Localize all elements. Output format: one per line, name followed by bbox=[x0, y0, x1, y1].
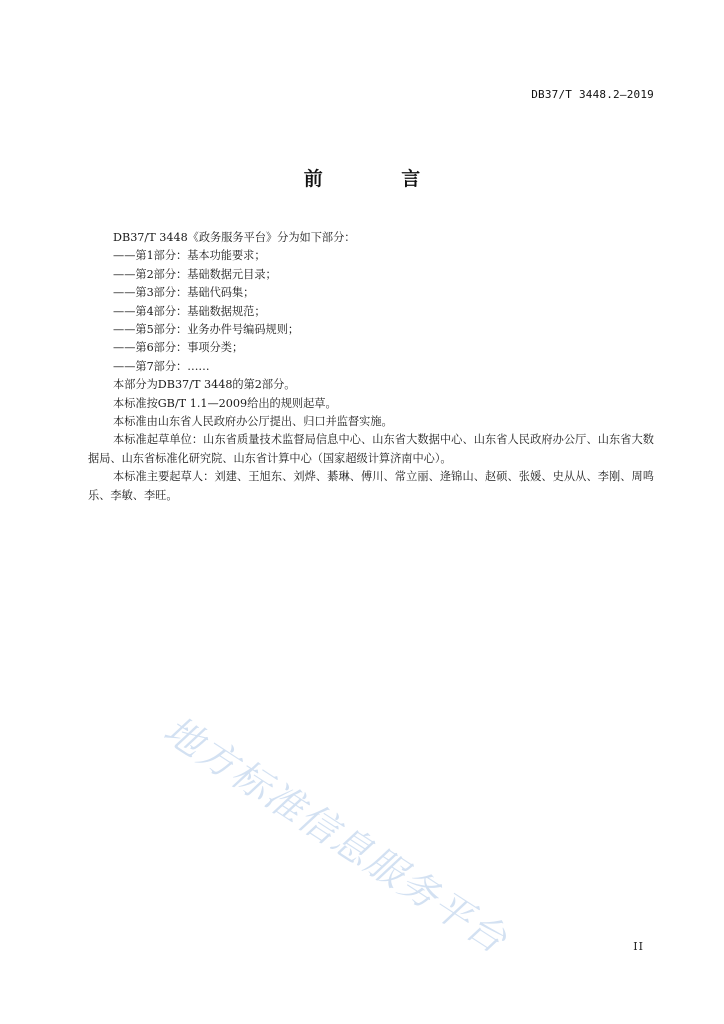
page-title: 前 言 bbox=[303, 168, 457, 190]
page-number: II bbox=[633, 940, 644, 953]
part-item: ——第7部分：…… bbox=[113, 359, 210, 373]
this-part-statement: 本部分为DB37/T 3448的第2部分。 bbox=[113, 378, 296, 392]
part-item: ——第6部分：事项分类； bbox=[113, 341, 244, 355]
drafting-rules-statement: 本标准按GB/T 1.1—2009给出的规则起草。 bbox=[113, 396, 337, 410]
drafting-units-paragraph: 本标准起草单位：山东省质量技术监督局信息中心、山东省大数据中心、山东省人民政府办公厅、山东省大数据局、山东省标准化研究院、山东省计算中心（国家超级计算济南中心）。 bbox=[88, 433, 654, 465]
intro-line: DB37/T 3448《政务服务平台》分为如下部分： bbox=[113, 231, 356, 244]
part-item: ——第5部分：业务办件号编码规则； bbox=[113, 323, 300, 337]
standard-code: DB37/T 3448.2—2019 bbox=[531, 88, 654, 101]
part-item: ——第1部分：基本功能要求； bbox=[113, 249, 266, 263]
part-item: ——第2部分：基础数据元目录； bbox=[113, 267, 277, 281]
drafters-paragraph: 本标准主要起草人：刘建、王旭东、刘烨、綦琳、傅川、常立丽、逄锦山、赵硕、张媛、史从从、李刚、周鸣乐、李敏、李旺。 bbox=[88, 470, 654, 502]
watermark: 地方标准信息服务平台 bbox=[156, 707, 516, 963]
part-item: ——第3部分：基础代码集； bbox=[113, 286, 255, 300]
part-item: ——第4部分：基础数据规范； bbox=[113, 304, 266, 318]
document-body bbox=[88, 229, 654, 505]
proposer-statement: 本标准由山东省人民政府办公厅提出、归口并监督实施。 bbox=[113, 415, 393, 429]
